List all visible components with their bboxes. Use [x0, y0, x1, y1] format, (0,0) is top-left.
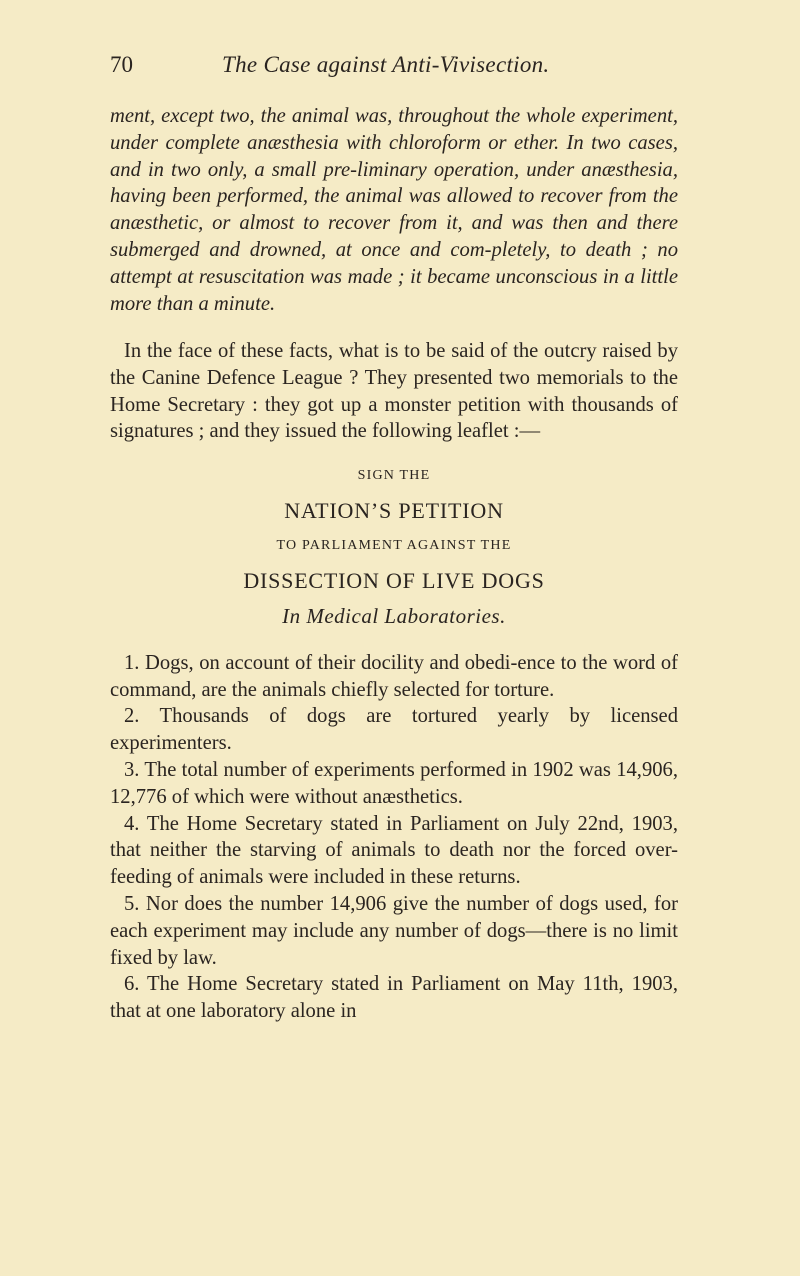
leaflet-to-line: TO PARLIAMENT AGAINST THE — [276, 537, 512, 553]
list-item: 5. Nor does the number 14,906 give the number of dogs used, for each experiment may include any number of dogs—there is no limit fixed by law. — [110, 892, 678, 969]
list-item: 4. The Home Secretary stated in Parliament on July 22nd, 1903, that neither the starving of animals to death nor the forced over-feeding of animals were included in these returns. — [110, 812, 678, 889]
leaflet-location: In Medical Laboratories. — [282, 603, 506, 628]
running-head — [110, 52, 678, 86]
running-title: The Case against Anti-Vivisection. — [222, 52, 550, 77]
leaflet-sign-line: SIGN THE — [357, 467, 431, 483]
list-item: 1. Dogs, on account of their docility and obedi-ence to the word of command, are the animals chiefly selected for torture. — [110, 651, 678, 701]
list-item: 2. Thousands of dogs are tortured yearly by licensed experimenters. — [110, 705, 678, 755]
book-page — [110, 52, 678, 1025]
page-number: 70 — [110, 52, 133, 77]
list-item: 6. The Home Secretary stated in Parliament on May 11th, 1903, that at one laboratory alone in — [110, 973, 678, 1023]
numbered-points — [110, 650, 678, 1025]
italic-paragraph: ment, except two, the animal was, throughout the whole experiment, under complete anæsthesia with chloroform or ether. In two cases, and in two only, a small pre-liminary operation, under anæsthesia, having been performed, the animal was allowed to recover from the anæsthetic, or almost to recover from it, and was then and there submerged and drowned, at once and com-pletely, to death ; no attempt at resuscitation was made ; it became unconscious in a little more than a minute. — [110, 105, 678, 315]
leaflet — [110, 466, 678, 630]
list-item: 3. The total number of experiments performed in 1902 was 14,906, 12,776 of which were without anæsthetics. — [110, 758, 678, 808]
leaflet-subject: DISSECTION OF LIVE DOGS — [243, 567, 545, 593]
leaflet-title: NATION’S PETITION — [284, 497, 504, 523]
body-paragraph: In the face of these facts, what is to be said of the outcry raised by the Canine Defence League ? They presented two memorials to the Home Secretary : they got up a monster petition with thousands of signatures ; and they issued the following leaflet :— — [110, 339, 678, 443]
